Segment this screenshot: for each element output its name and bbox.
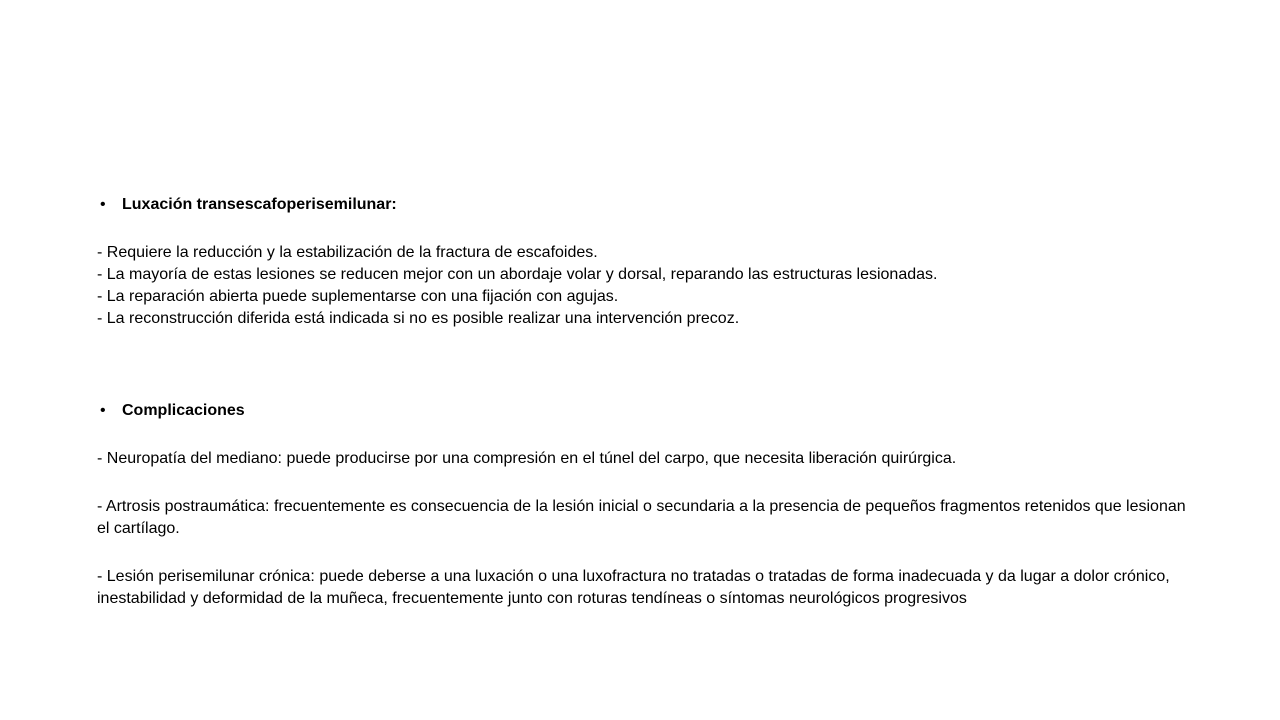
section-heading-complicaciones bbox=[97, 400, 1187, 422]
heading-text: Luxación transescafoperisemilunar: bbox=[122, 196, 397, 213]
complication-paragraph: - Artrosis postraumática: frecuentemente es consecuencia de la lesión inicial o secundaria a la presencia de pequeños fragmentos retenidos que lesionan el cartílago. bbox=[97, 498, 1186, 537]
treatment-list bbox=[97, 242, 1187, 330]
list-item: - La mayoría de estas lesiones se reducen mejor con un abordaje volar y dorsal, reparando las estructuras lesionadas. bbox=[97, 266, 938, 283]
bullet-icon: • bbox=[100, 402, 106, 419]
list-item: - Requiere la reducción y la estabilización de la fractura de escafoides. bbox=[97, 244, 598, 261]
bullet-icon: • bbox=[100, 196, 106, 213]
list-item: - La reparación abierta puede suplementarse con una fijación con agujas. bbox=[97, 288, 619, 305]
section-heading-luxacion bbox=[97, 194, 1187, 216]
list-item: - La reconstrucción diferida está indicada si no es posible realizar una intervención precoz. bbox=[97, 310, 740, 327]
complication-paragraph: - Neuropatía del mediano: puede producirse por una compresión en el túnel del carpo, que necesita liberación quirúrgica. bbox=[97, 450, 957, 467]
heading-text: Complicaciones bbox=[122, 402, 245, 419]
slide-content bbox=[97, 194, 1187, 610]
complication-paragraph: - Lesión perisemilunar crónica: puede deberse a una luxación o una luxofractura no tratadas o tratadas de forma inadecuada y da lugar a dolor crónico, inestabilidad y deformidad de la muñeca, frecuentemente junto con roturas tendíneas o síntomas neurológicos progresivos bbox=[97, 568, 1170, 607]
